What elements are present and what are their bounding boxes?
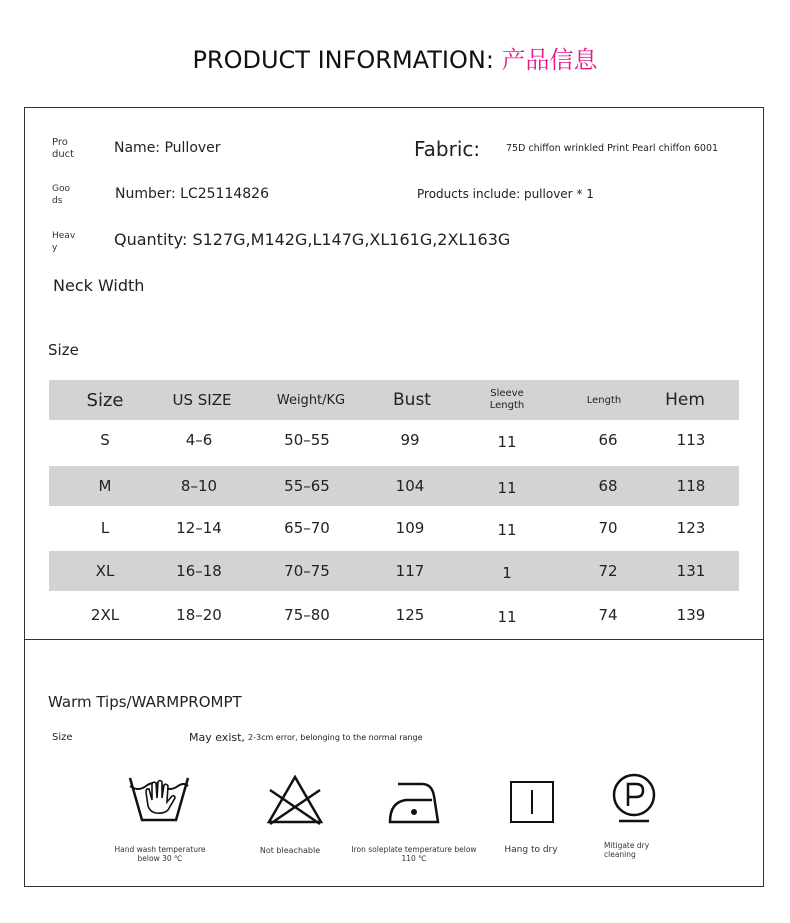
cell-hem: 113 <box>676 431 706 449</box>
table-row <box>49 551 739 591</box>
cell-us-size: 18–20 <box>176 606 222 624</box>
header-bust: Bust <box>393 390 431 410</box>
cell-sleeve: 11 <box>497 521 517 539</box>
table-row <box>49 508 739 548</box>
cell-size: XL <box>95 562 115 580</box>
cell-weight: 55–65 <box>284 477 330 495</box>
cell-us-size: 16–18 <box>176 562 222 580</box>
goods-tag: Goo ds <box>52 184 70 206</box>
cell-size: M <box>98 477 112 495</box>
cell-length: 66 <box>598 431 618 449</box>
size-section-label: Size <box>48 341 79 359</box>
title-main: PRODUCT INFORMATION: <box>192 46 494 74</box>
cell-bust: 117 <box>395 562 425 580</box>
table-row <box>49 595 739 635</box>
cell-us-size: 12–14 <box>176 519 222 537</box>
care-label-hang-dry: Hang to dry <box>504 845 558 855</box>
header-us-size: US SIZE <box>172 391 232 409</box>
cell-bust: 99 <box>400 431 420 449</box>
dry-clean-p-icon <box>611 772 657 824</box>
fabric-label: Fabric: <box>414 137 481 161</box>
warm-tips-title: Warm Tips/WARMPROMPT <box>48 693 242 711</box>
care-label-iron: Iron soleplate temperature below 110 ℃ <box>351 845 477 863</box>
cell-length: 72 <box>598 562 618 580</box>
product-tag: Pro duct <box>52 137 75 160</box>
product-name: Name: Pullover <box>114 140 221 156</box>
cell-us-size: 8–10 <box>180 477 218 495</box>
cell-weight: 50–55 <box>284 431 330 449</box>
products-include: Products include: pullover * 1 <box>417 187 594 201</box>
tips-may-exist: May exist, <box>189 731 245 744</box>
table-row <box>49 420 739 460</box>
product-number: Number: LC25114826 <box>115 186 269 202</box>
neck-width: Neck Width <box>53 276 145 295</box>
care-label-hand-wash: Hand wash temperature below 30 ℃ <box>114 845 206 863</box>
hang-dry-icon <box>509 780 555 824</box>
header-length: Length <box>586 394 622 406</box>
no-bleach-icon <box>266 774 324 826</box>
cell-length: 70 <box>598 519 618 537</box>
cell-sleeve: 11 <box>497 608 517 626</box>
table-row <box>49 466 739 506</box>
cell-length: 68 <box>598 477 618 495</box>
cell-sleeve: 1 <box>502 564 512 582</box>
tips-error-note: 2-3cm error, belonging to the normal range <box>248 733 423 742</box>
care-label-dry-clean: Mitigate dry cleaning <box>604 841 650 859</box>
iron-icon <box>388 778 442 826</box>
header-hem: Hem <box>665 390 705 410</box>
header-sleeve-length: Sleeve Length <box>489 388 525 411</box>
tips-size-label: Size <box>52 732 73 743</box>
header-weight: Weight/KG <box>276 392 346 408</box>
cell-bust: 125 <box>395 606 425 624</box>
cell-bust: 109 <box>395 519 425 537</box>
cell-sleeve: 11 <box>497 433 517 451</box>
cell-hem: 123 <box>676 519 706 537</box>
header-size: Size <box>86 389 124 411</box>
cell-size: L <box>100 519 110 537</box>
cell-size: S <box>100 431 110 449</box>
cell-weight: 70–75 <box>284 562 330 580</box>
cell-us-size: 4–6 <box>185 431 213 449</box>
cell-hem: 131 <box>676 562 706 580</box>
cell-hem: 118 <box>676 477 706 495</box>
hand-wash-icon <box>128 774 190 826</box>
care-label-no-bleach: Not bleachable <box>259 846 321 855</box>
cell-length: 74 <box>598 606 618 624</box>
quantity: Quantity: S127G,M142G,L147G,XL161G,2XL163G <box>114 230 511 249</box>
table-header-row <box>49 380 739 420</box>
title-cn: 产品信息 <box>501 46 598 74</box>
cell-weight: 65–70 <box>284 519 330 537</box>
fabric-value: 75D chiffon wrinkled Print Pearl chiffon 6001 <box>506 143 719 154</box>
cell-weight: 75–80 <box>284 606 330 624</box>
cell-bust: 104 <box>395 477 425 495</box>
page-title <box>0 40 790 75</box>
cell-hem: 139 <box>676 606 706 624</box>
cell-sleeve: 11 <box>497 479 517 497</box>
heavy-tag: Heav y <box>52 231 76 253</box>
cell-size: 2XL <box>90 606 120 624</box>
